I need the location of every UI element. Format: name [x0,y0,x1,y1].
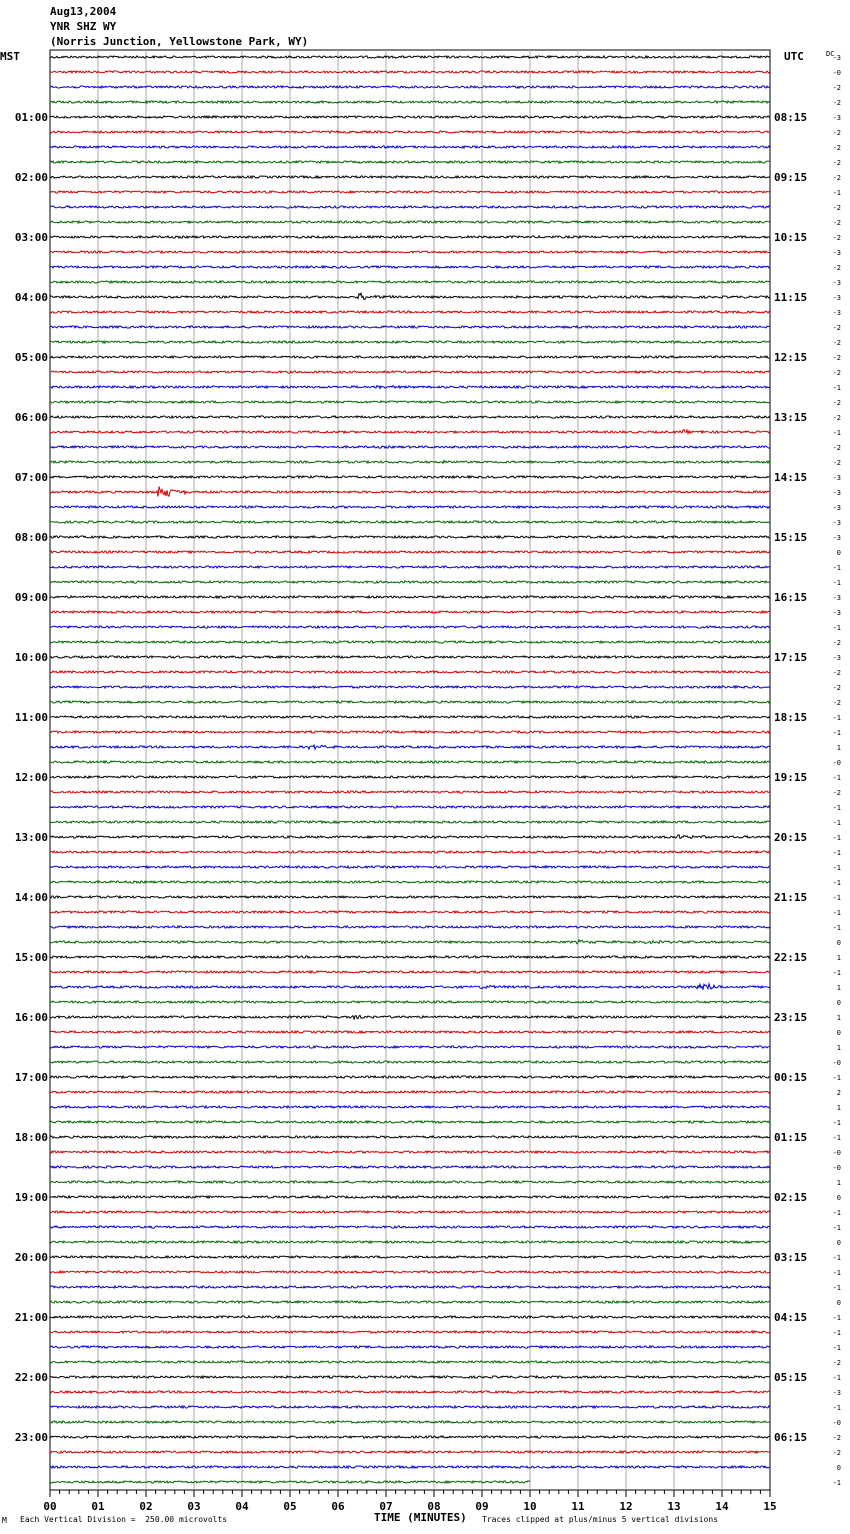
x-tick-label: 03 [187,1500,201,1513]
seismic-trace [50,191,770,193]
utc-hour-label: 08:15 [774,111,808,124]
mst-hour-label: 12:00 [14,771,48,784]
dc-offset-label: -0 [832,1059,841,1067]
dc-offset-label: -2 [832,234,841,242]
mst-hour-label: 19:00 [14,1191,48,1204]
seismic-trace [50,206,770,208]
dc-offset-label: -3 [832,504,841,512]
dc-offset-label: 0 [836,1299,841,1307]
dc-offset-label: 1 [836,1014,841,1022]
utc-hour-label: 13:15 [774,411,808,424]
seismic-trace [50,701,770,703]
mst-hour-label: 01:00 [14,111,48,124]
x-tick-label: 00 [43,1500,57,1513]
dc-offset-label: -1 [832,849,841,857]
dc-offset-label: -0 [832,759,841,767]
mst-hour-label: 08:00 [14,531,48,544]
dc-offset-label: -2 [832,219,841,227]
seismic-trace [50,971,770,973]
dc-offset-label: -0 [832,69,841,77]
mst-hour-label: 05:00 [14,351,48,364]
seismic-trace [50,656,770,658]
dc-offset-label: -1 [832,879,841,887]
dc-offset-label: -2 [832,399,841,407]
seismic-trace [50,176,770,178]
seismic-trace [50,326,770,328]
seismic-trace [50,581,770,583]
utc-hour-label: 01:15 [774,1131,808,1144]
utc-hour-label: 03:15 [774,1251,808,1264]
seismic-trace [50,1211,770,1213]
dc-offset-label: -2 [832,204,841,212]
mst-hour-label: 23:00 [14,1431,48,1444]
seismic-trace [50,1091,770,1093]
seismic-trace [50,1015,770,1019]
seismic-trace [50,806,770,808]
dc-offset-label: -1 [832,924,841,932]
seismic-trace [50,776,770,778]
dc-offset-label: -1 [832,564,841,572]
dc-offset-label: 0 [836,939,841,947]
dc-offset-label: -1 [832,1119,841,1127]
mst-hour-label: 16:00 [14,1011,48,1024]
dc-offset-label: -2 [832,1434,841,1442]
mst-hour-label: 13:00 [14,831,48,844]
seismic-trace [50,745,770,749]
seismic-trace [50,596,770,598]
seismic-trace [50,671,770,673]
mst-hour-label: 04:00 [14,291,48,304]
seismic-trace [50,1001,770,1003]
dc-offset-label: -1 [832,969,841,977]
seismic-trace [50,551,770,553]
dc-offset-label: -2 [832,354,841,362]
dc-offset-label: -3 [832,534,841,542]
mst-hour-label: 09:00 [14,591,48,604]
utc-hour-label: 16:15 [774,591,808,604]
seismic-trace [50,566,770,568]
mst-hour-label: 02:00 [14,171,48,184]
x-tick-label: 13 [667,1500,681,1513]
x-axis-title: TIME (MINUTES) [374,1511,467,1524]
seismic-trace [50,521,770,523]
utc-hour-label: 15:15 [774,531,808,544]
seismic-trace [50,1181,770,1183]
seismic-trace [50,116,770,118]
dc-offset-label: 1 [836,744,841,752]
dc-offset-label: -3 [832,489,841,497]
seismic-trace [50,1391,770,1393]
seismic-trace [50,356,770,358]
utc-hour-label: 19:15 [774,771,808,784]
seismic-trace [50,1286,770,1288]
dc-offset-label: -3 [832,594,841,602]
dc-offset-label: -1 [832,834,841,842]
seismic-trace [50,1466,770,1468]
seismic-trace [50,341,770,343]
seismic-trace [50,1151,770,1153]
clip-note: Traces clipped at plus/minus 5 vertical divisions [482,1515,719,1524]
dc-offset-label: -1 [832,1344,841,1352]
dc-offset-label: -1 [832,774,841,782]
seismic-trace [50,460,770,463]
dc-offset-label: -3 [832,519,841,527]
seismic-trace [50,56,770,58]
dc-offset-label: -2 [832,84,841,92]
seismic-trace [50,686,770,688]
seismic-trace [50,1031,770,1033]
seismic-trace [50,236,770,238]
dc-offset-label: -3 [832,54,841,62]
dc-offset-label: -1 [832,1284,841,1292]
seismic-trace [50,1271,770,1273]
dc-offset-label: -2 [832,459,841,467]
dc-offset-label: -2 [832,699,841,707]
dc-offset-label: 0 [836,999,841,1007]
dc-offset-label: -1 [832,1479,841,1487]
station-location: (Norris Junction, Yellowstone Park, WY) [50,35,309,48]
utc-hour-label: 14:15 [774,471,808,484]
x-tick-label: 05 [283,1500,297,1513]
dc-offset-label: -2 [832,159,841,167]
dc-offset-label: -1 [832,429,841,437]
mst-hour-label: 18:00 [14,1131,48,1144]
utc-hour-label: 09:15 [774,171,808,184]
seismic-trace [50,940,770,944]
dc-offset-label: -0 [832,1164,841,1172]
seismic-trace [50,506,770,508]
x-tick-label: 15 [763,1500,777,1513]
seismic-trace [50,281,770,283]
dc-offset-label: -1 [832,804,841,812]
seismic-trace [50,416,770,418]
seismic-trace [50,956,770,958]
seismic-trace [50,221,770,223]
seismic-trace [50,821,770,823]
x-tick-label: 08 [427,1500,441,1513]
utc-hour-label: 22:15 [774,951,808,964]
mst-hour-label: 20:00 [14,1251,48,1264]
mst-hour-label: 11:00 [14,711,48,724]
seismic-trace [50,881,770,883]
x-tick-label: 10 [523,1500,537,1513]
dc-offset-label: -1 [832,384,841,392]
dc-offset-label: 0 [836,549,841,557]
x-tick-label: 14 [715,1500,729,1513]
mst-hour-label: 22:00 [14,1371,48,1384]
corner-mark: M [2,1516,7,1525]
mst-hour-label: 17:00 [14,1071,48,1084]
dc-offset-label: -2 [832,324,841,332]
seismic-trace [50,1376,770,1378]
utc-axis-label: UTC [784,50,804,63]
dc-offset-label: -2 [832,1359,841,1367]
dc-offset-label: -3 [832,474,841,482]
dc-offset-label: 0 [836,1029,841,1037]
seismic-trace [50,401,770,403]
dc-offset-label: -3 [832,249,841,257]
x-tick-label: 12 [619,1500,633,1513]
dc-offset-label: -2 [832,1449,841,1457]
dc-label: DC [826,50,835,58]
seismic-trace [50,835,770,839]
dc-offset-label: -1 [832,894,841,902]
seismic-trace [50,1076,770,1078]
dc-offset-label: 2 [836,1089,841,1097]
dc-offset-label: 1 [836,954,841,962]
seismic-trace [50,1166,770,1168]
x-tick-label: 04 [235,1500,249,1513]
seismic-trace [50,716,770,718]
x-tick-label: 01 [91,1500,105,1513]
seismic-trace [50,266,770,268]
utc-hour-label: 05:15 [774,1371,808,1384]
dc-offset-label: -3 [832,609,841,617]
seismic-trace [50,1106,770,1108]
dc-offset-label: -3 [832,309,841,317]
mst-hour-label: 15:00 [14,951,48,964]
dc-offset-label: 0 [836,1194,841,1202]
utc-hour-label: 04:15 [774,1311,808,1324]
seismic-trace [50,1226,770,1228]
seismic-trace [50,626,770,628]
dc-offset-label: -1 [832,1329,841,1337]
seismic-trace [50,1361,770,1363]
seismic-trace [50,1046,770,1048]
dc-offset-label: 0 [836,1464,841,1472]
seismic-trace [50,251,770,253]
mst-hour-label: 10:00 [14,651,48,664]
plot-frame [50,50,770,1490]
utc-hour-label: 10:15 [774,231,808,244]
dc-offset-label: -1 [832,864,841,872]
utc-hour-label: 17:15 [774,651,808,664]
seismic-trace [50,1346,770,1348]
seismic-trace [50,1406,770,1408]
dc-offset-label: -2 [832,174,841,182]
dc-offset-label: 1 [836,1044,841,1052]
x-tick-label: 02 [139,1500,153,1513]
utc-hour-label: 12:15 [774,351,808,364]
dc-offset-label: -2 [832,264,841,272]
x-tick-label: 11 [571,1500,585,1513]
seismic-trace [50,386,770,389]
seismic-trace [50,1331,770,1333]
seismic-trace [50,761,770,763]
dc-offset-label: -1 [832,1074,841,1082]
record-date: Aug13,2004 [50,5,117,18]
seismic-trace [50,131,770,133]
seismic-trace [50,1316,770,1318]
mst-hour-label: 03:00 [14,231,48,244]
dc-offset-label: -1 [832,579,841,587]
seismic-trace [50,1451,770,1453]
dc-offset-label: -1 [832,1374,841,1382]
dc-offset-label: -2 [832,369,841,377]
dc-offset-label: -0 [832,1419,841,1427]
seismic-trace [50,371,770,373]
utc-hour-label: 23:15 [774,1011,808,1024]
mst-hour-label: 06:00 [14,411,48,424]
seismic-trace [50,536,770,538]
dc-offset-label: -2 [832,444,841,452]
utc-hour-label: 11:15 [774,291,808,304]
seismic-trace [50,1256,770,1258]
dc-offset-label: -2 [832,414,841,422]
station-code: YNR SHZ WY [50,20,117,33]
dc-offset-label: -1 [832,1134,841,1142]
seismic-trace [50,1436,770,1438]
utc-hour-label: 18:15 [774,711,808,724]
dc-offset-label: -3 [832,114,841,122]
seismic-trace [50,896,770,898]
seismic-trace [50,146,770,148]
seismic-trace [50,487,770,497]
seismic-trace [50,984,770,990]
seismic-trace [50,1136,770,1138]
seismic-trace [50,1421,770,1423]
seismic-trace [50,1301,770,1303]
utc-hour-label: 02:15 [774,1191,808,1204]
x-tick-label: 09 [475,1500,489,1513]
dc-offset-label: 1 [836,1179,841,1187]
dc-offset-label: -2 [832,144,841,152]
dc-offset-label: 1 [836,1104,841,1112]
dc-offset-label: -2 [832,639,841,647]
mst-hour-label: 14:00 [14,891,48,904]
dc-offset-label: -1 [832,1209,841,1217]
utc-hour-label: 21:15 [774,891,808,904]
dc-offset-label: -2 [832,129,841,137]
dc-offset-label: -3 [832,1389,841,1397]
mst-hour-label: 21:00 [14,1311,48,1324]
mst-hour-label: 07:00 [14,471,48,484]
dc-offset-label: -3 [832,294,841,302]
dc-offset-label: -1 [832,189,841,197]
seismic-trace [50,866,770,868]
seismic-trace [50,1241,770,1243]
dc-offset-label: -1 [832,819,841,827]
dc-offset-label: -1 [832,1314,841,1322]
seismic-trace [50,293,770,299]
dc-offset-label: -3 [832,279,841,287]
dc-offset-label: -2 [832,669,841,677]
utc-hour-label: 06:15 [774,1431,808,1444]
seismic-trace [50,851,770,853]
seismic-trace [50,86,770,88]
x-tick-label: 07 [379,1500,393,1513]
dc-offset-label: -1 [832,909,841,917]
seismic-trace [50,71,770,73]
seismic-trace [50,641,770,643]
vertical-division-note: Each Vertical Division = 250.00 microvolts [20,1515,228,1524]
dc-offset-label: -2 [832,339,841,347]
seismic-trace [50,911,770,913]
seismic-trace [50,446,770,448]
seismic-trace [50,791,770,793]
seismic-trace [50,476,770,479]
dc-offset-label: -0 [832,1149,841,1157]
dc-offset-label: -2 [832,684,841,692]
seismic-trace [50,311,770,313]
seismic-trace [50,1121,770,1123]
dc-offset-label: -1 [832,1269,841,1277]
seismic-trace [50,430,770,434]
utc-hour-label: 00:15 [774,1071,808,1084]
dc-offset-label: -1 [832,1224,841,1232]
dc-offset-label: -2 [832,789,841,797]
seismic-trace [50,731,770,733]
seismic-trace [50,1061,770,1063]
mst-axis-label: MST [0,50,20,63]
dc-offset-label: -1 [832,1254,841,1262]
utc-hour-label: 20:15 [774,831,808,844]
seismic-trace [50,926,770,928]
dc-offset-label: -1 [832,1404,841,1412]
dc-offset-label: -1 [832,624,841,632]
dc-offset-label: -1 [832,729,841,737]
dc-offset-label: 1 [836,984,841,992]
x-tick-label: 06 [331,1500,345,1513]
dc-offset-label: -2 [832,99,841,107]
dc-offset-label: -1 [832,714,841,722]
seismic-trace [50,611,770,613]
seismic-trace [50,1196,770,1198]
seismic-trace [50,101,770,103]
seismic-trace [50,161,770,163]
dc-offset-label: 0 [836,1239,841,1247]
dc-offset-label: -3 [832,654,841,662]
